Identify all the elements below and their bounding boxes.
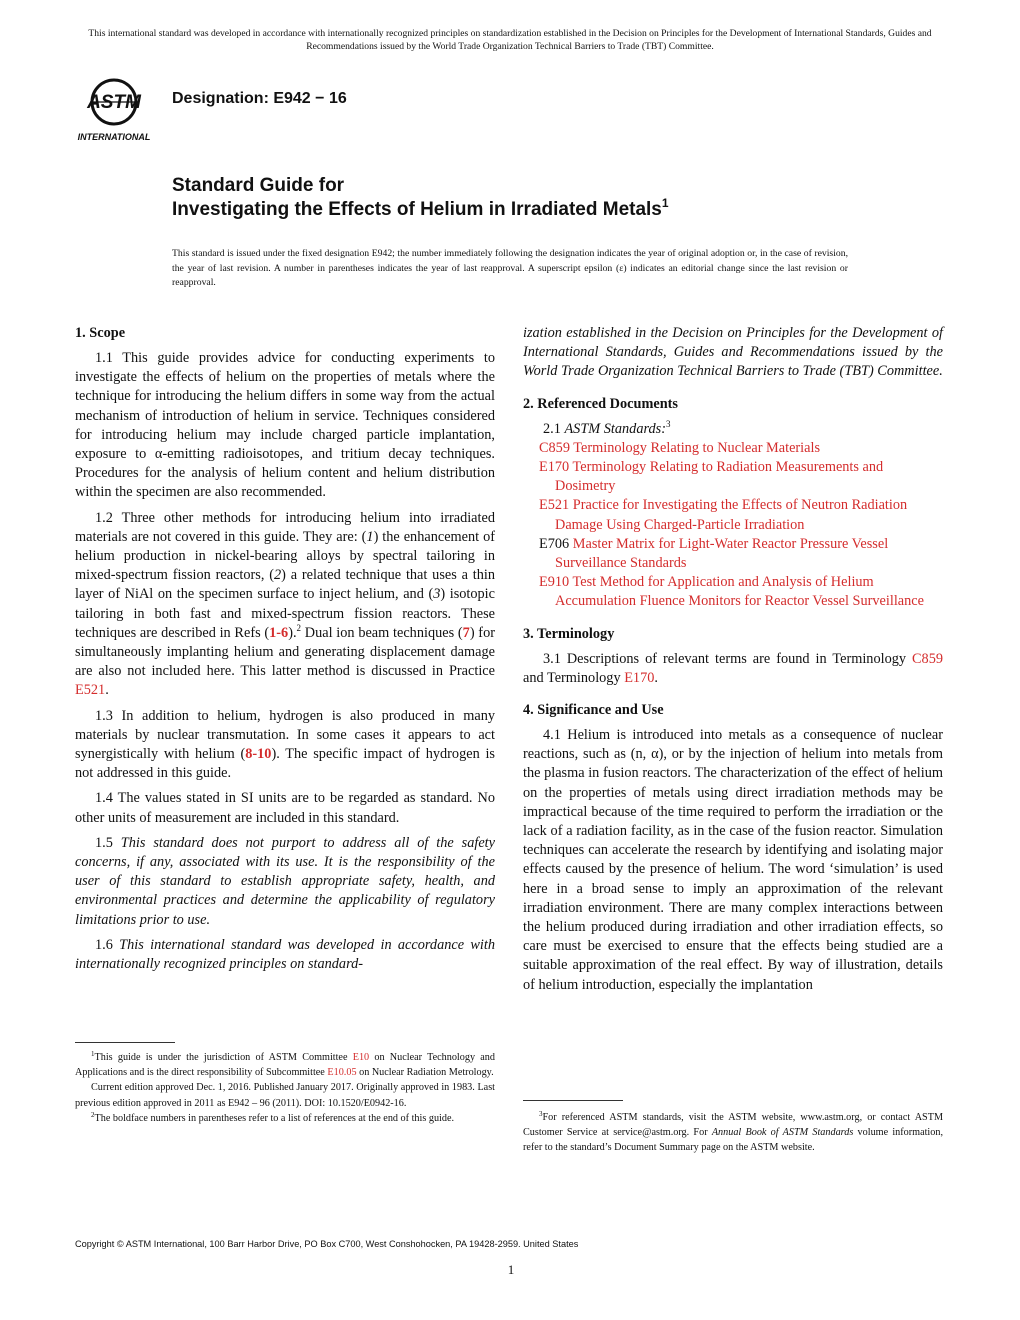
text: on Nuclear Technology and Applications and is the direct responsibility of Subcommittee xyxy=(75,1052,495,1079)
logo-subtext: INTERNATIONAL xyxy=(77,132,151,142)
text: on Nuclear Radiation Metrology. xyxy=(356,1067,494,1079)
footnote-mark: 1 xyxy=(91,1050,95,1058)
reference-link[interactable]: 7 xyxy=(462,624,470,641)
text: ) for simultaneously implanting helium and generating displacement damage are also not included here. This latter method is discussed in Practice xyxy=(75,624,495,680)
paragraph-1-6 xyxy=(75,936,495,974)
referenced-document-item xyxy=(523,573,943,611)
text: ). xyxy=(288,624,297,641)
text: 1 xyxy=(366,528,374,545)
referenced-document-item xyxy=(523,439,943,458)
paragraph-1-6-continued xyxy=(523,324,943,382)
astm-logo xyxy=(70,72,160,144)
terminology-heading: 3. Terminology xyxy=(523,625,615,642)
standard-title: Master Matrix for Light-Water Reactor Pressure Vessel Surveillance Standards xyxy=(555,535,889,572)
footnote-rule xyxy=(75,1042,175,1043)
referenced-document-item xyxy=(523,458,943,496)
reference-link[interactable]: 8-10 xyxy=(245,746,272,763)
subcommittee-link[interactable]: E10.05 xyxy=(327,1067,357,1079)
footnote-mark: 3 xyxy=(539,1110,543,1118)
text: For referenced ASTM standards, visit the ASTM website, www.astm.org, or contact ASTM Customer Service at service@astm.org. For xyxy=(523,1112,943,1139)
text: 1.3 In addition to helium, hydrogen is also produced in many materials by nuclear transmutation. In some cases it appears to act synergistically with helium ( xyxy=(75,707,495,763)
text: Annual Book of ASTM Standards xyxy=(711,1127,854,1139)
paragraph-1-4: 1.4 The values stated in SI units are to be regarded as standard. No other units of measurement are included in this standard. xyxy=(75,790,495,826)
standard-link[interactable]: E170 xyxy=(624,669,655,686)
paragraph-1-5 xyxy=(75,834,495,930)
text: This standard does not purport to address all of the safety concerns, if any, associated with its use. It is the responsibility of the user of this standard to establish appropriate safety, health, and environmental practices and determine the applicability of regulatory limitations prior to use. xyxy=(75,834,495,928)
text: The boldface numbers in parentheses refer to a list of references at the end of this guide. xyxy=(94,1112,455,1124)
title-line-1: Standard Guide for xyxy=(172,175,345,196)
text: 2.1 xyxy=(543,420,565,437)
copyright: Copyright © ASTM International, 100 Barr Harbor Drive, PO Box C700, West Conshohocken, PA 19428-2959. United States xyxy=(75,1239,579,1249)
text: 2 xyxy=(274,567,282,584)
text: ASTM Standards: xyxy=(564,420,666,437)
footnote-1-edition: Current edition approved Dec. 1, 2016. Published January 2017. Originally approved in 1983. Last previous edition approved in 2011 as E942 – 96 (2011). DOI: 10.1520/E0942-16. xyxy=(75,1082,495,1109)
standard-code-link[interactable]: E170 xyxy=(539,459,570,476)
footnote-2 xyxy=(75,1111,495,1126)
paragraph-1-1: 1.1 This guide provides advice for conducting experiments to investigate the effects of helium on the properties of metals where the technique for introducing the helium differs in some way from the actual mechanism of introduction of helium in service. Techniques considered for introducing helium may include charged particle implantation, exposure to α-emitting radioisotopes, and tritium decay techniques. Procedures for the analysis of helium content and helium distribution within the specimen are also recommended. xyxy=(75,350,495,501)
text: . xyxy=(654,669,658,686)
standard-code: E706 xyxy=(539,535,570,552)
text: This guide is under the jurisdiction of ASTM Committee xyxy=(94,1052,353,1063)
footnote-mark: 2 xyxy=(296,622,302,633)
committee-link[interactable]: E10 xyxy=(352,1052,370,1063)
text: ) a related technique that uses a thin layer of NiAl on the specimen surface to inject helium, and ( xyxy=(75,567,495,603)
standard-link[interactable]: E521 xyxy=(75,682,106,699)
footnote-mark: 3 xyxy=(666,418,671,429)
right-column xyxy=(523,324,943,995)
text: 3.1 Descriptions of relevant terms are found in Terminology xyxy=(543,650,913,667)
paragraph-4-1: 4.1 Helium is introduced into metals as a consequence of nuclear reactions, such as (n, α), or by the injection of helium into metals from the plasma in fusion reactors. The characterization of the effect of helium on the properties of metals using direct irradiation methods may be impractical because of the time required to perform the irradiation or the lack of a radiation facility, as in the case of the fusion reactor. Simulation techniques can accelerate the research by identifying and isolating major effects caused by the presence of helium. The word ‘simulation’ is used here in a broad sense to imply an approximation of the relevant irradiation environment. There are many complex interactions between the helium produced during irradiation and other irradiation effects, so care must be exercised to ensure that the effects being studied are a suitable approximation of the real effect. By way of illustration, details of helium introduction, especially the implantation xyxy=(523,727,943,993)
paragraph-1-3 xyxy=(75,707,495,784)
text: . xyxy=(105,682,109,699)
text: ) isotopic tailoring in both fast and mixed-spectrum fission reactors. These techniques are described in Refs ( xyxy=(75,586,496,641)
paragraph-3-1 xyxy=(523,650,943,688)
text: 1.6 xyxy=(95,936,120,953)
footnote-rule xyxy=(523,1100,623,1101)
text: ). The specific impact of hydrogen is not addressed in this guide. xyxy=(75,746,495,782)
significance-heading: 4. Significance and Use xyxy=(523,702,664,719)
text: 1.2 Three other methods for introducing helium into irradiated materials are not covered in this guide. They are: ( xyxy=(75,509,495,545)
title-line-2 xyxy=(172,198,932,222)
text: This international standard was developed in accordance with internationally recognized principles on standard- xyxy=(75,936,495,973)
left-column xyxy=(75,324,495,974)
logo-text: ASTM xyxy=(87,92,141,113)
standard-title: Terminology Relating to Nuclear Materials xyxy=(569,439,821,456)
footnotes-right xyxy=(523,1110,943,1156)
text: Dual ion beam techniques ( xyxy=(301,624,463,641)
referenced-documents-heading: 2. Referenced Documents xyxy=(523,395,678,412)
wto-notice: This international standard was developed in accordance with internationally recognized principles on standardization established in the Decision on Principles for the Development of International Standards, Guides and Recommendations issued by the World Trade Organization Technical Barriers to Trade (TBT) Committee. xyxy=(88,28,932,52)
document-title xyxy=(172,174,932,222)
footnotes-left xyxy=(75,1050,495,1126)
text: and Terminology xyxy=(523,669,625,686)
standard-title: Practice for Investigating the Effects of Neutron Radiation Damage Using Charged-Particle Irradiation xyxy=(555,497,908,533)
footnote-1 xyxy=(75,1050,495,1080)
standard-title: Terminology Relating to Radiation Measurements and Dosimetry xyxy=(555,459,884,495)
designation: Designation: E942 − 16 xyxy=(172,90,347,107)
standard-code-link[interactable]: C859 xyxy=(539,439,570,456)
text: ) the enhancement of helium production in nickel-bearing alloys by spectral tailoring in mixed-spectrum fission reactors, ( xyxy=(75,528,495,584)
title-footnote-mark: 1 xyxy=(661,196,669,210)
standard-link[interactable]: C859 xyxy=(912,650,943,667)
text: 3 xyxy=(433,586,441,603)
issue-note: This standard is issued under the fixed designation E942; the number immediately following the designation indicates the year of original adoption or, in the case of revision, the year of last revision. A number in parentheses indicates the year of last reapproval. A superscript epsilon (ε) indicates an editorial change since the last revision or reapproval. xyxy=(172,248,848,288)
text: 1.5 xyxy=(95,834,121,851)
referenced-document-item xyxy=(523,535,943,573)
standard-title: Test Method for Application and Analysis of Helium Accumulation Fluence Monitors for Reactor Vessel Surveillance xyxy=(555,574,924,610)
scope-heading: 1. Scope xyxy=(75,325,126,341)
standard-code-link[interactable]: E910 xyxy=(539,574,570,591)
text: ization established in the Decision on Principles for the Development of International Standards, Guides and Recommendations issued by the World Trade Organization Technical Barriers to Trade (TBT) Committee. xyxy=(523,325,943,380)
standard-code-link[interactable]: E521 xyxy=(539,497,570,514)
referenced-document-item xyxy=(523,496,943,534)
paragraph-2-1 xyxy=(523,420,943,439)
page-number: 1 xyxy=(507,1262,515,1277)
astm-logo-icon xyxy=(70,72,160,144)
text: volume information, refer to the standard’s Document Summary page on the ASTM website. xyxy=(523,1127,943,1154)
paragraph-1-2 xyxy=(75,509,495,701)
footnote-mark: 2 xyxy=(91,1110,95,1119)
reference-link[interactable]: 1-6 xyxy=(269,624,289,641)
footnote-3 xyxy=(523,1110,943,1156)
title-main: Investigating the Effects of Helium in Irradiated Metals xyxy=(172,199,662,220)
